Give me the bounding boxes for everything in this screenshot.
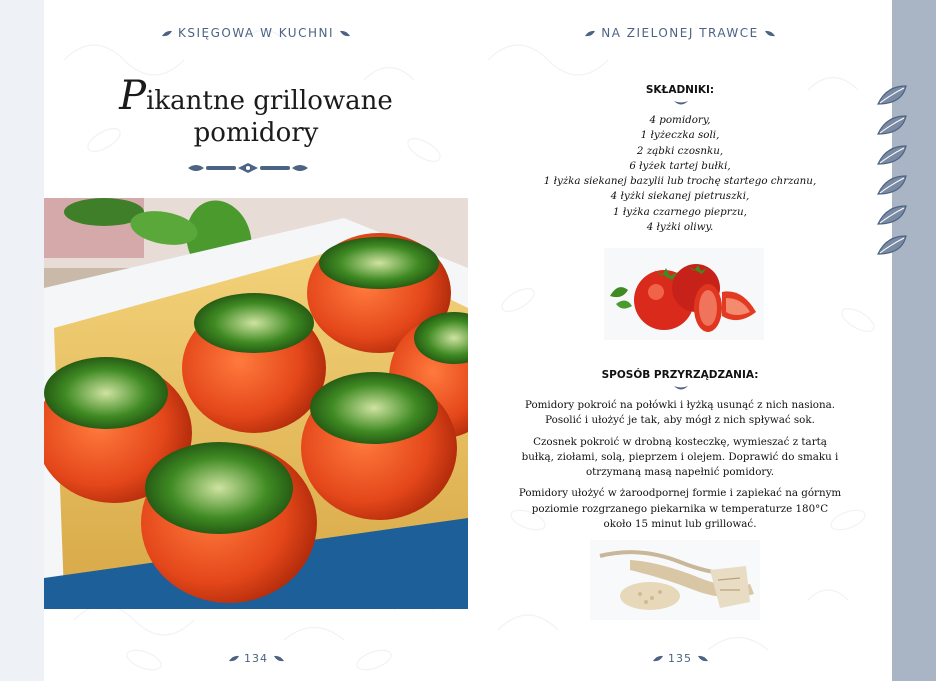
title-line-1: ikantne grillowane xyxy=(146,86,393,116)
ingredient-item: 1 łyżeczka soli, xyxy=(640,129,720,142)
leaf-tab-icon[interactable] xyxy=(876,114,908,138)
stuffed-tomatoes-photo xyxy=(44,198,468,609)
ingredients-heading: SKŁADNIKI: xyxy=(645,84,715,96)
leaf-tab-icon[interactable] xyxy=(876,174,908,198)
left-page xyxy=(44,0,468,681)
leaf-icon xyxy=(697,655,709,663)
running-head-right xyxy=(468,26,892,40)
page-number-text: 134 xyxy=(244,652,268,665)
running-head-left xyxy=(44,26,468,40)
tomatoes-illustration xyxy=(604,248,764,340)
page-number-text: 135 xyxy=(668,652,692,665)
page-number-right xyxy=(468,652,892,665)
ingredient-item: 4 łyżki oliwy. xyxy=(646,221,714,234)
ingredient-item: 6 łyżek tartej bułki, xyxy=(629,159,731,172)
running-head-text: KSIĘGOWA W KUCHNI xyxy=(177,26,334,40)
method-paragraph: Czosnek pokroić w drobną kosteczkę, wymieszać z tartą bułką, ziołami, solą, pieprzem i olejem. Doprawić do smaku i otrzymaną masą napełnić pomidory. xyxy=(521,435,839,479)
leaf-icon xyxy=(652,655,664,663)
leaf-tab-icon[interactable] xyxy=(876,84,908,108)
leaf-icon xyxy=(584,30,596,38)
method-paragraph: Pomidory ułożyć w żaroodpornej formie i zapiekać na górnym poziomie rozgrzanego piekarnika w temperaturze 180°C około 15 minut lub grillować. xyxy=(518,487,842,531)
recipe-title xyxy=(44,73,468,149)
title-line-2: pomidory xyxy=(193,118,319,148)
right-page xyxy=(468,0,892,681)
page-number-left xyxy=(44,652,468,665)
horseradish-illustration xyxy=(590,540,760,620)
leaf-icon xyxy=(228,655,240,663)
leaf-tab-icon[interactable] xyxy=(876,234,908,258)
leaf-icon xyxy=(339,30,351,38)
method-paragraph: Pomidory pokroić na połówki i łyżką usunąć z nich nasiona. Posolić i ułożyć je tak, aby mógł z nich spływać sok. xyxy=(524,399,836,427)
ingredient-item: 2 ząbki czosnku, xyxy=(636,144,724,157)
leaf-icon xyxy=(161,30,173,38)
leaf-tab-icon[interactable] xyxy=(876,204,908,228)
running-head-text: NA ZIELONEJ TRAWCE xyxy=(601,26,759,40)
ingredient-item: 4 pomidory, xyxy=(649,114,711,126)
ingredient-item: 1 łyżka siekanej bazylii lub trochę startego chrzanu, xyxy=(543,175,817,188)
method-heading: SPOSÓB PRZYRZĄDZANIA: xyxy=(601,369,759,381)
left-page-edge xyxy=(0,0,44,681)
title-ornament xyxy=(186,160,310,176)
method-text xyxy=(518,398,842,538)
leaf-tab-icon[interactable] xyxy=(876,144,908,168)
leaf-icon xyxy=(273,655,285,663)
section-ornament xyxy=(674,100,688,107)
ingredients-list xyxy=(468,113,892,235)
title-initial: P xyxy=(119,73,147,119)
ingredient-item: 1 łyżka czarnego pieprzu, xyxy=(613,205,747,218)
section-ornament xyxy=(674,385,688,392)
ingredient-item: 4 łyżki siekanej pietruszki, xyxy=(610,190,750,203)
chapter-tabs xyxy=(876,84,916,264)
leaf-icon xyxy=(764,30,776,38)
